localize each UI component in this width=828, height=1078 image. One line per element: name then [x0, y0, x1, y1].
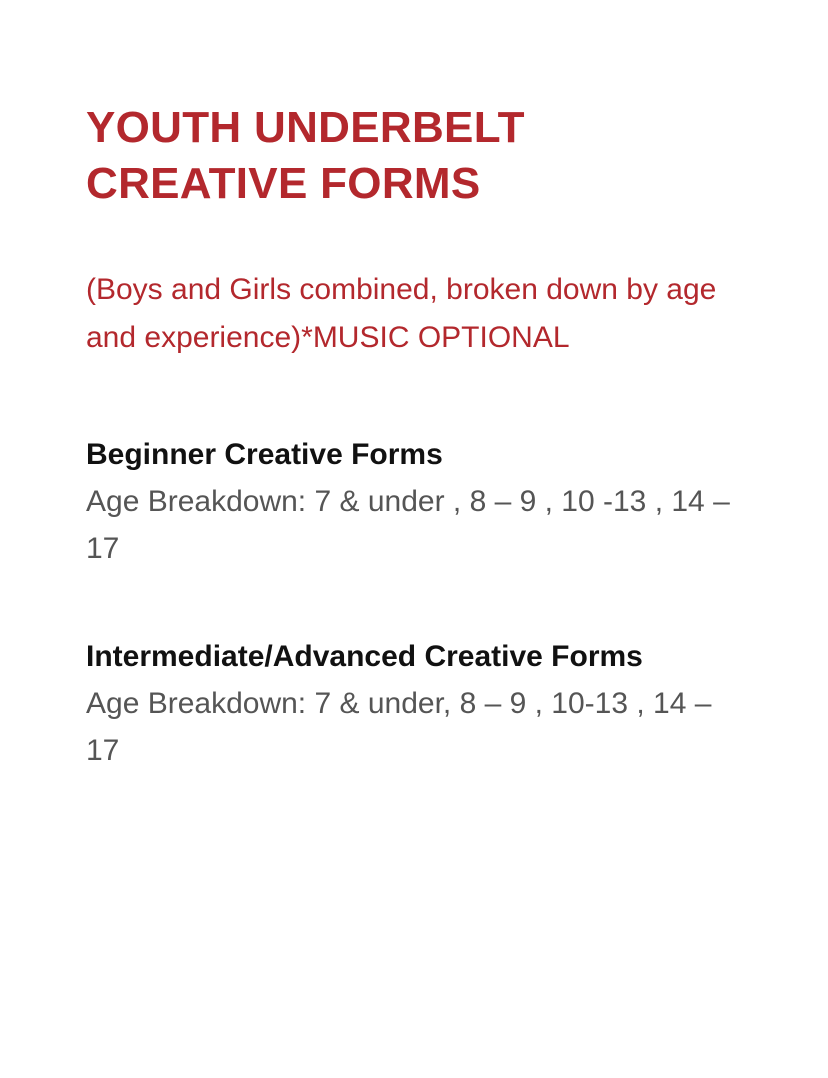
section-beginner	[86, 432, 742, 572]
section-heading-beginner: Beginner Creative Forms	[86, 438, 443, 471]
age-breakdown-beginner: Age Breakdown: 7 & under , 8 – 9 , 10 -13 , 14 – 17	[86, 485, 730, 565]
page-title: YOUTH UNDERBELT CREATIVE FORMS	[86, 103, 525, 208]
section-intermediate-advanced	[86, 634, 742, 774]
page-subtitle: (Boys and Girls combined, broken down by age and experience)*MUSIC OPTIONAL	[86, 273, 717, 354]
section-heading-intermediate-advanced: Intermediate/Advanced Creative Forms	[86, 640, 643, 673]
age-breakdown-intermediate-advanced: Age Breakdown: 7 & under, 8 – 9 , 10-13 , 14 – 17	[86, 687, 712, 767]
